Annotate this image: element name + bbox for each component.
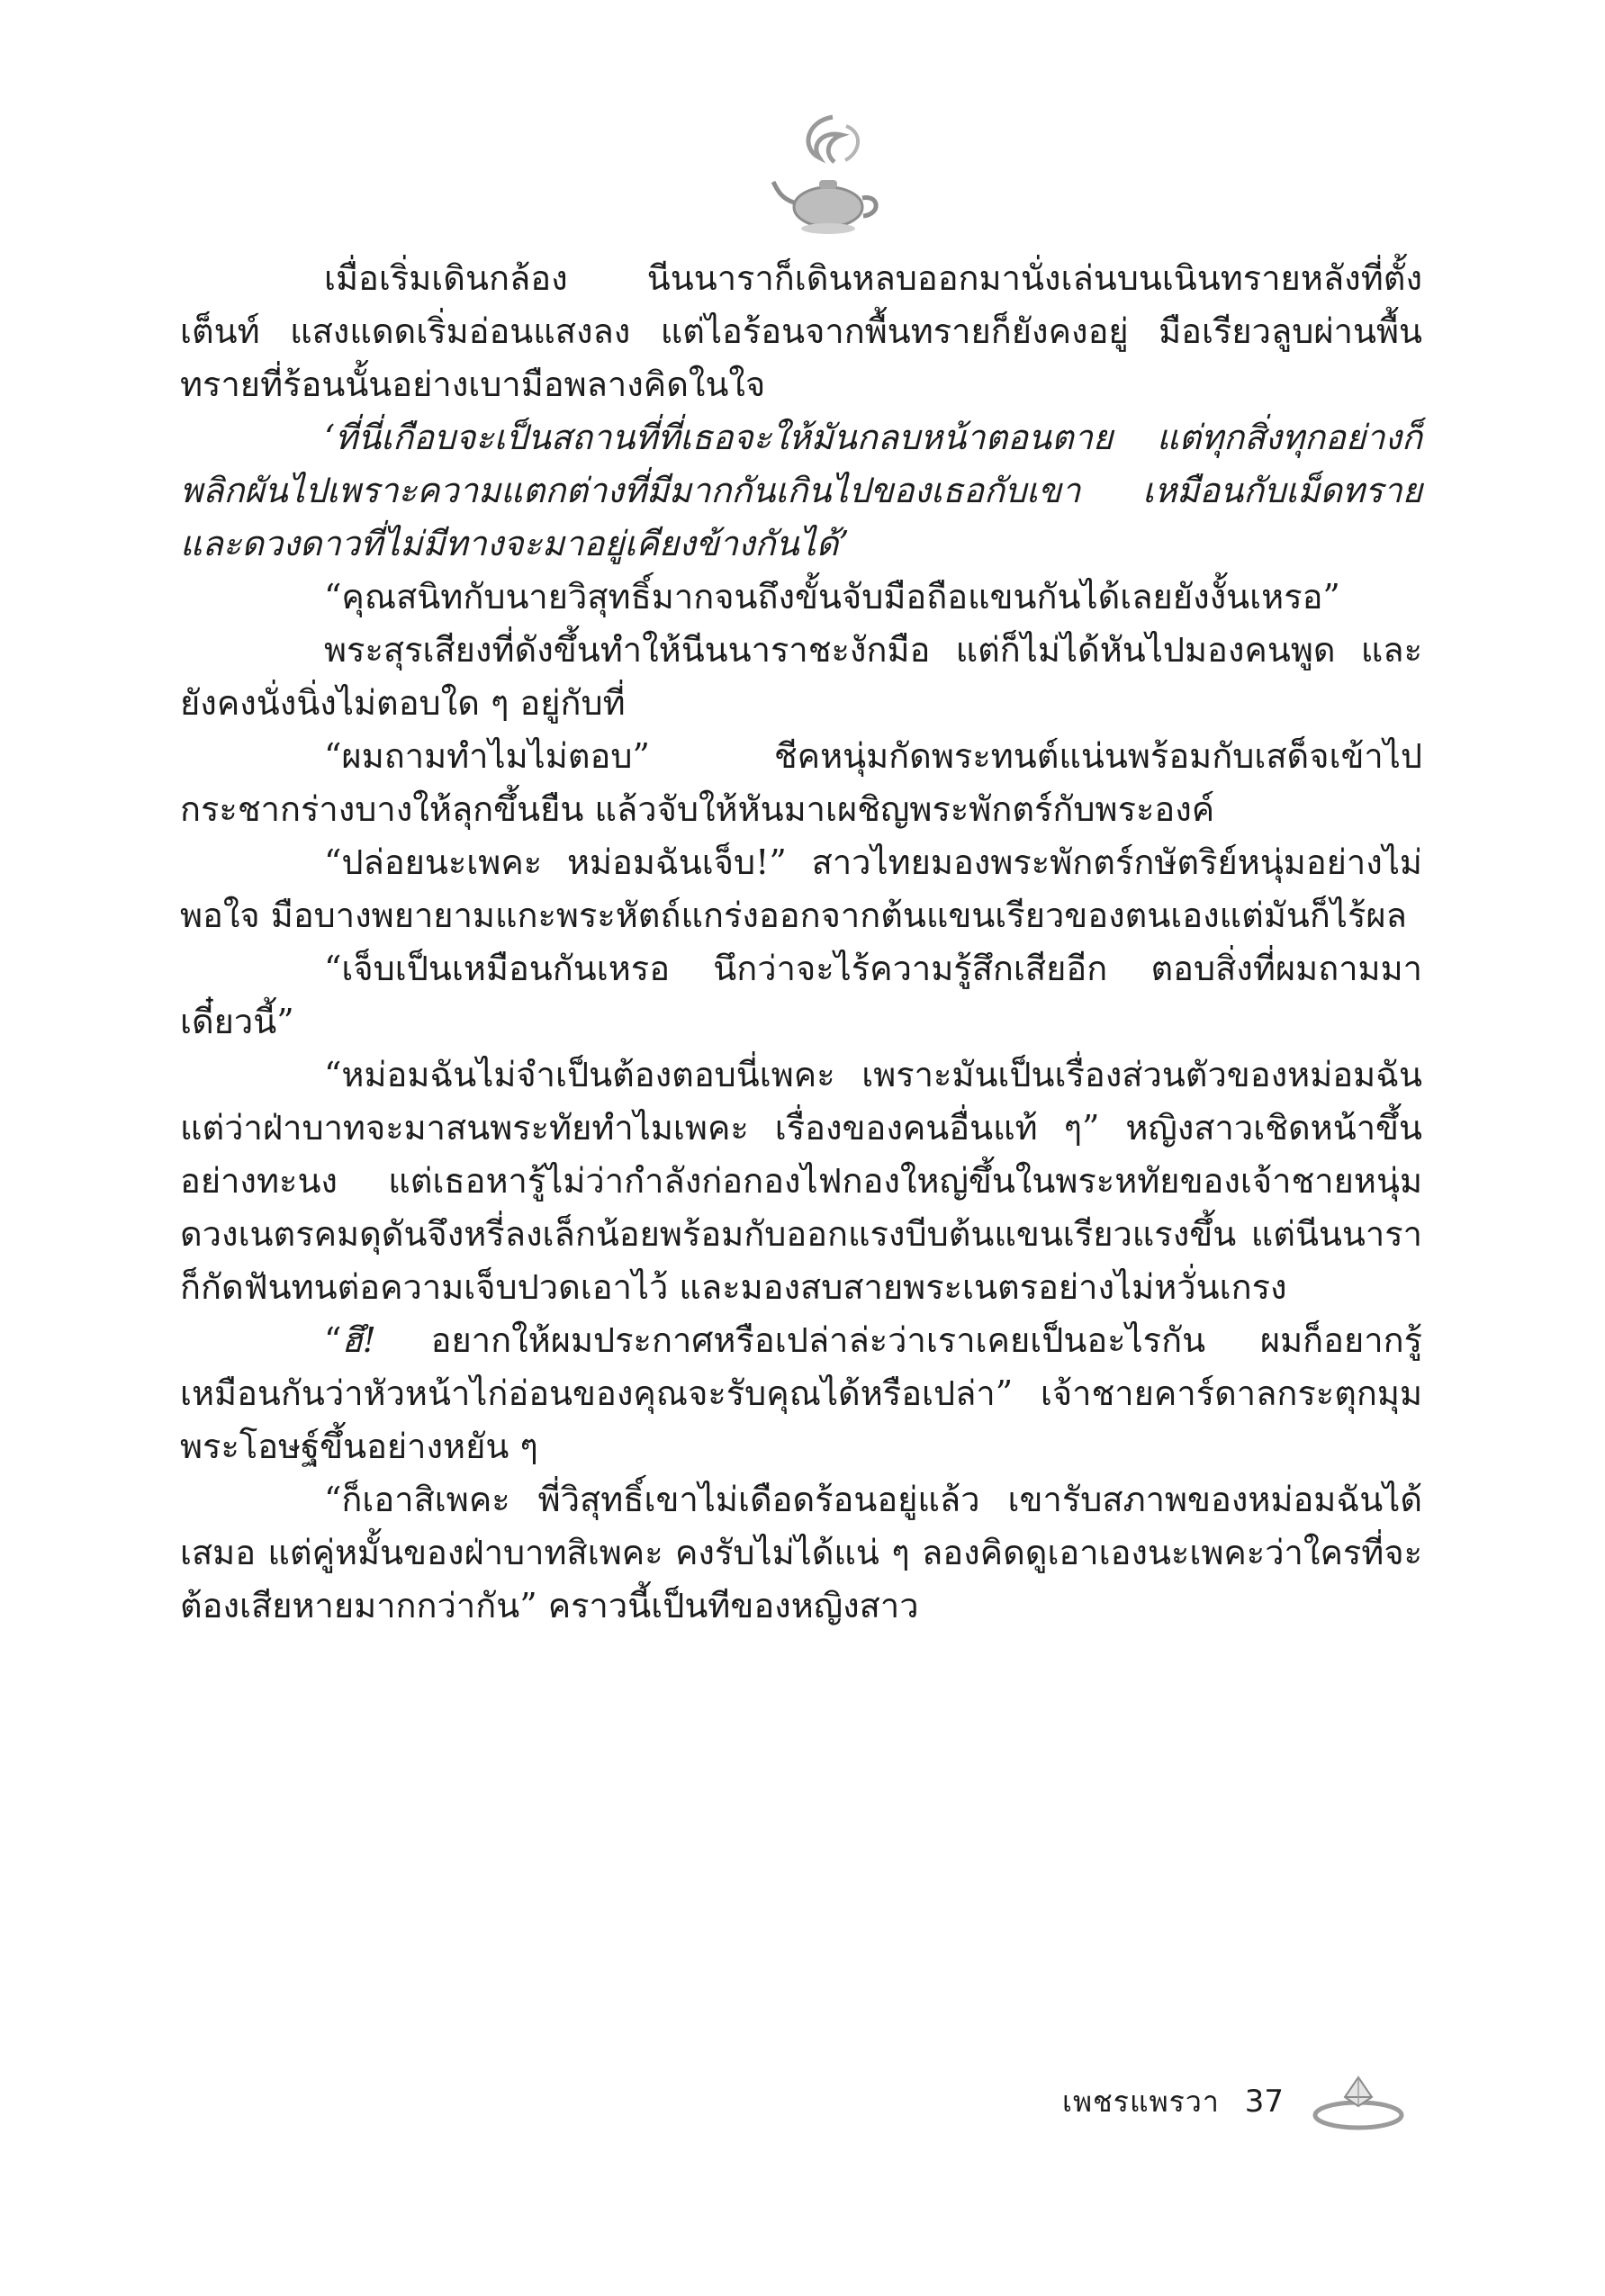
paragraph: พระสุรเสียงที่ดังขึ้นทำให้นีนนาราชะงักมือ แต่ก็ไม่ได้หันไปมองคนพูด และยังคงนั่งนิ่งไม่ตอบใด ๆ อยู่กับที่ xyxy=(180,630,1422,723)
paragraph-inner-thought: ‘ที่นี่เกือบจะเป็นสถานที่ที่เธอจะให้มันกลบหน้าตอนตาย แต่ทุกสิ่งทุกอย่างก็พลิกผันไปเพราะความแตกต่างที่มีมากกันเกินไปของเธอกับเขา เหมือนกับเม็ดทรายและดวงดาวที่ไม่มีทางจะมาอยู่เคียงข้างกันได้’ xyxy=(180,418,1422,563)
paragraph: “เจ็บเป็นเหมือนกันเหรอ นึกว่าจะไร้ความรู้สึกเสียอีก ตอบสิ่งที่ผมถามมาเดี๋ยวนี้” xyxy=(180,949,1422,1041)
paragraph: “หม่อมฉันไม่จำเป็นต้องตอบนี่เพคะ เพราะมันเป็นเรื่องส่วนตัวของหม่อมฉัน แต่ว่าฝ่าบาทจะมาสนพระทัยทำไมเพคะ เรื่องของคนอื่นแท้ ๆ” หญิงสาวเชิดหน้าขึ้นอย่างทะนง แต่เธอหารู้ไม่ว่ากำลังก่อกองไฟกองใหญ่ขึ้นในพระหทัยของเจ้าชายหนุ่ม ดวงเนตรคมดุดันจึงหรี่ลงเล็กน้อยพร้อมกับออกแรงบีบต้นแขนเรียวแรงขึ้น แต่นีนนาราก็กัดฟันทนต่อความเจ็บปวดเอาไว้ และมองสบสายพระเนตรอย่างไม่หวั่นเกรง xyxy=(180,1055,1422,1307)
book-title: เพชรแพรวา xyxy=(1062,2084,1220,2119)
paragraph: “ก็เอาสิเพคะ พี่วิสุทธิ์เขาไม่เดือดร้อนอยู่แล้ว เขารับสภาพของหม่อมฉันได้เสมอ แต่คู่หมั้นของฝ่าบาทสิเพคะ คงรับไม่ได้แน่ ๆ ลองคิดดูเอาเองนะเพคะว่าใครที่จะต้องเสียหายมากกว่ากัน” คราวนี้เป็นทีของหญิงสาว xyxy=(180,1480,1422,1625)
paragraph: “คุณสนิทกับนายวิสุทธิ์มากจนถึงขั้นจับมือถือแขนกันได้เลยยังงั้นเหรอ” xyxy=(324,577,1340,617)
paragraph: เมื่อเริ่มเดินกล้อง นีนนาราก็เดินหลบออกมานั่งเล่นบนเนินทรายหลังที่ตั้งเต็นท์ แสงแดดเริ่มอ่อนแสงลง แต่ไอร้อนจากพื้นทรายก็ยังคงอยู่ มือเรียวลูบผ่านพื้นทรายที่ร้อนนั้นอย่างเบามือพลางคิดในใจ xyxy=(180,258,1422,404)
teapot-ornament-icon xyxy=(770,108,887,243)
paragraph xyxy=(180,1314,1422,1473)
paragraph-emphasis: ฮึ! xyxy=(341,1320,376,1360)
paragraph-text: อยากให้ผมประกาศหรือเปล่าล่ะว่าเราเคยเป็นอะไรกัน ผมก็อยากรู้เหมือนกันว่าหัวหน้าไก่อ่อนของคุณจะรับคุณได้หรือเปล่า” เจ้าชายคาร์ดาลกระตุกมุมพระโอษฐ์ขึ้นอย่างหยัน ๆ xyxy=(180,1320,1422,1466)
diamond-ring-icon xyxy=(1309,2070,1408,2133)
paragraph: “ปล่อยนะเพคะ หม่อมฉันเจ็บ!” สาวไทยมองพระพักตร์กษัตริย์หนุ่มอย่างไม่พอใจ มือบางพยายามแกะพระหัตถ์แกร่งออกจากต้นแขนเรียวของตนเองแต่มันก็ไร้ผล xyxy=(180,842,1422,935)
paragraph: “ผมถามทำไมไม่ตอบ” ชีคหนุ่มกัดพระทนต์แน่นพร้อมกับเสด็จเข้าไปกระชากร่างบางให้ลุกขึ้นยืน แล้วจับให้หันมาเผชิญพระพักตร์กับพระองค์ xyxy=(180,736,1422,829)
body-text xyxy=(180,252,1422,1633)
page-number: 37 xyxy=(1244,2084,1285,2120)
page-footer xyxy=(1062,2070,1408,2133)
paragraph-text: “ xyxy=(324,1320,342,1360)
